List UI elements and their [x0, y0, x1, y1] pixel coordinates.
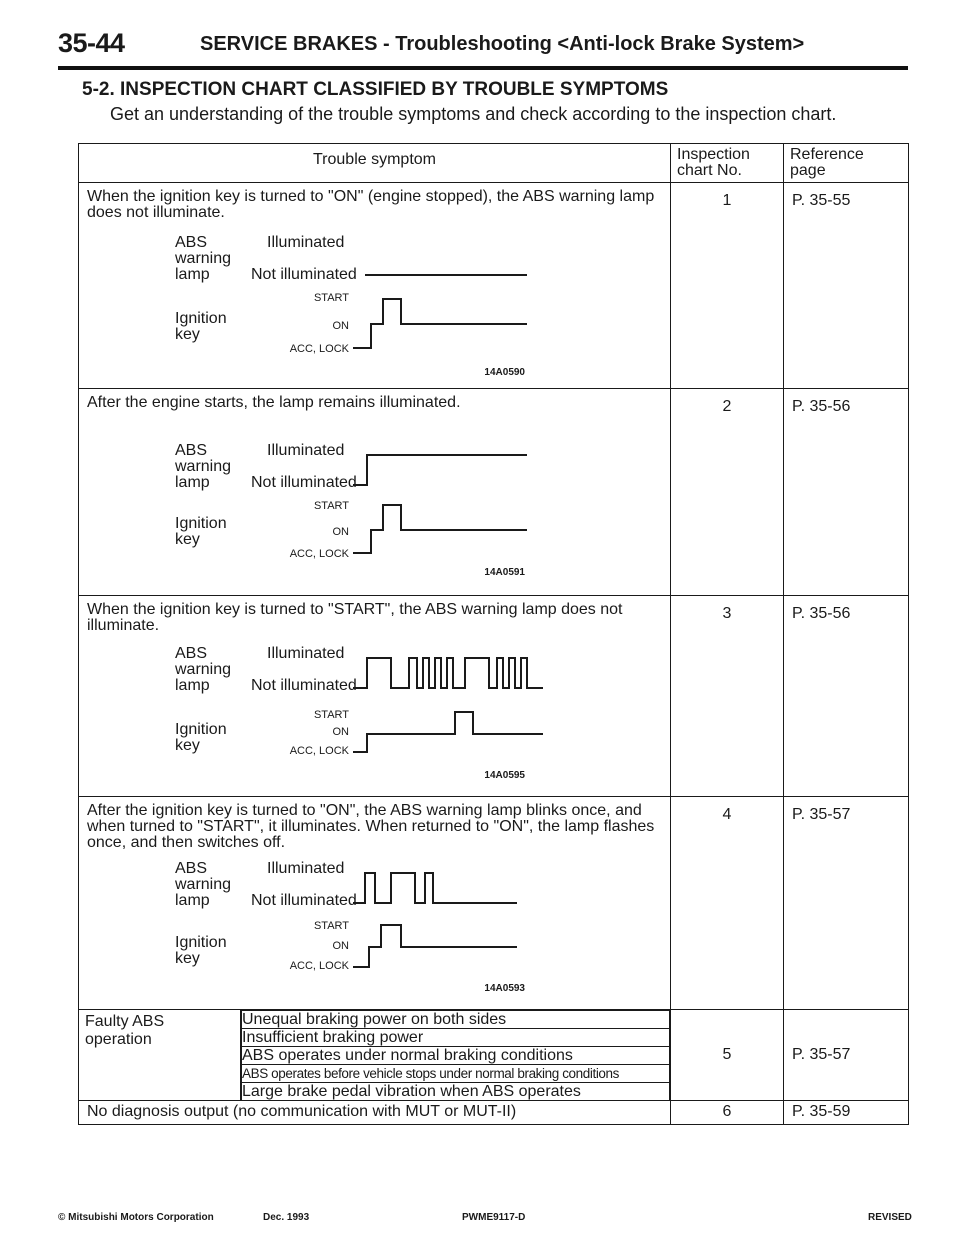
label-abs: ABS	[175, 442, 208, 459]
inspection-chart-table	[78, 143, 909, 1125]
label-start: START	[313, 920, 349, 932]
label-lamp: lamp	[175, 892, 210, 909]
symptom-cell	[79, 183, 671, 389]
label-on: ON	[332, 320, 349, 332]
reference-page: P. 35-59	[784, 1101, 909, 1125]
faulty-abs-label: Faulty ABS operation	[79, 1010, 241, 1101]
page-number: 35-44	[58, 28, 125, 58]
symptom-text: When the ignition key is turned to "START", the ABS warning lamp does not illuminate.	[87, 601, 623, 634]
symptom-text: No diagnosis output (no communication with MUT or MUT-II)	[79, 1101, 671, 1125]
label-illuminated: Illuminated	[267, 860, 345, 877]
label-acc-lock: ACC, LOCK	[289, 960, 349, 972]
table-row	[79, 1010, 909, 1101]
label-key: key	[175, 950, 200, 967]
lamp-timing-diagram	[87, 415, 647, 581]
list-item: ABS operates under normal braking conditions	[242, 1047, 670, 1065]
label-ignition: Ignition	[175, 721, 227, 738]
chart-number: 1	[671, 183, 784, 389]
label-start: START	[313, 709, 349, 721]
ignition-waveform	[353, 712, 543, 752]
header-rule	[58, 66, 908, 70]
table-row	[79, 183, 909, 389]
header-reference-page: Reference page	[784, 144, 909, 183]
faulty-abs-list	[241, 1010, 670, 1100]
figure-code: 14A0593	[484, 983, 525, 994]
figure-code: 14A0591	[484, 567, 525, 578]
label-illuminated: Illuminated	[267, 645, 345, 662]
label-ignition: Ignition	[175, 934, 227, 951]
header-trouble-symptom: Trouble symptom	[79, 144, 671, 183]
label-acc-lock: ACC, LOCK	[289, 343, 349, 355]
chart-number: 3	[671, 596, 784, 797]
footer-copyright: © Mitsubishi Motors Corporation	[58, 1212, 214, 1223]
footer-doc-code: PWME9117-D	[462, 1212, 526, 1223]
symptom-text: After the ignition key is turned to "ON", the ABS warning lamp blinks once, and when turned to "START", it illuminates. When returned to "ON", the lamp flashes once, and then switches off.	[87, 802, 655, 851]
table-row	[79, 797, 909, 1010]
lamp-waveform	[353, 873, 517, 903]
header-inspection-chart: Inspection chart No.	[671, 144, 784, 183]
list-item: Unequal braking power on both sides	[242, 1011, 670, 1029]
label-abs: ABS	[175, 860, 208, 877]
label-key: key	[175, 326, 200, 343]
figure-code: 14A0595	[484, 770, 525, 781]
reference-page: P. 35-57	[784, 797, 909, 1010]
reference-page: P. 35-56	[784, 389, 909, 596]
lamp-timing-diagram	[87, 855, 647, 997]
list-item: Large brake pedal vibration when ABS operates	[242, 1083, 670, 1101]
header-title: SERVICE BRAKES - Troubleshooting <Anti-lock Brake System>	[200, 33, 805, 55]
label-abs: ABS	[175, 234, 208, 251]
label-on: ON	[332, 526, 349, 538]
label-not-illuminated: Not illuminated	[251, 474, 357, 491]
label-lamp: lamp	[175, 677, 210, 694]
faulty-abs-symptoms	[241, 1010, 671, 1101]
chart-number: 6	[671, 1101, 784, 1125]
symptom-text: When the ignition key is turned to "ON" (engine stopped), the ABS warning lamp does not illuminate.	[87, 188, 655, 221]
table-row	[79, 596, 909, 797]
list-item: ABS operates before vehicle stops under normal braking conditions	[242, 1065, 670, 1083]
label-lamp: lamp	[175, 474, 210, 491]
label-warning: warning	[175, 250, 232, 267]
label-acc-lock: ACC, LOCK	[289, 745, 349, 757]
label-start: START	[313, 292, 349, 304]
table-row	[79, 1101, 909, 1125]
reference-page: P. 35-55	[784, 183, 909, 389]
chart-number: 5	[671, 1010, 784, 1101]
ignition-waveform	[353, 925, 517, 967]
footer-date: Dec. 1993	[263, 1212, 310, 1223]
label-start: START	[313, 500, 349, 512]
lamp-timing-diagram	[87, 225, 647, 381]
section-description: Get an understanding of the trouble symptoms and check according to the inspection chart.	[110, 104, 837, 124]
symptom-cell	[79, 596, 671, 797]
label-not-illuminated: Not illuminated	[251, 677, 357, 694]
reference-page: P. 35-57	[784, 1010, 909, 1101]
chart-number: 4	[671, 797, 784, 1010]
list-item: Insufficient braking power	[242, 1029, 670, 1047]
label-ignition: Ignition	[175, 515, 227, 532]
label-illuminated: Illuminated	[267, 234, 345, 251]
label-ignition: Ignition	[175, 310, 227, 327]
chart-number: 2	[671, 389, 784, 596]
label-warning: warning	[175, 458, 232, 475]
table-header-row	[79, 144, 909, 183]
label-key: key	[175, 737, 200, 754]
lamp-waveform	[353, 658, 543, 688]
reference-page: P. 35-56	[784, 596, 909, 797]
section-title: 5-2. INSPECTION CHART CLASSIFIED BY TROUBLE SYMPTOMS	[82, 79, 669, 100]
symptom-text: After the engine starts, the lamp remains illuminated.	[87, 394, 461, 411]
symptom-cell	[79, 797, 671, 1010]
footer-status: REVISED	[868, 1212, 912, 1223]
ignition-waveform	[353, 505, 527, 553]
lamp-waveform	[353, 455, 527, 485]
figure-code: 14A0590	[484, 367, 525, 378]
label-key: key	[175, 531, 200, 548]
label-abs: ABS	[175, 645, 208, 662]
label-acc-lock: ACC, LOCK	[289, 548, 349, 560]
symptom-cell	[79, 389, 671, 596]
lamp-timing-diagram	[87, 638, 647, 784]
label-warning: warning	[175, 876, 232, 893]
table-row	[79, 389, 909, 596]
label-not-illuminated: Not illuminated	[251, 266, 357, 283]
label-not-illuminated: Not illuminated	[251, 892, 357, 909]
label-on: ON	[332, 726, 349, 738]
label-lamp: lamp	[175, 266, 210, 283]
label-on: ON	[332, 940, 349, 952]
label-warning: warning	[175, 661, 232, 678]
ignition-waveform	[353, 299, 527, 348]
label-illuminated: Illuminated	[267, 442, 345, 459]
